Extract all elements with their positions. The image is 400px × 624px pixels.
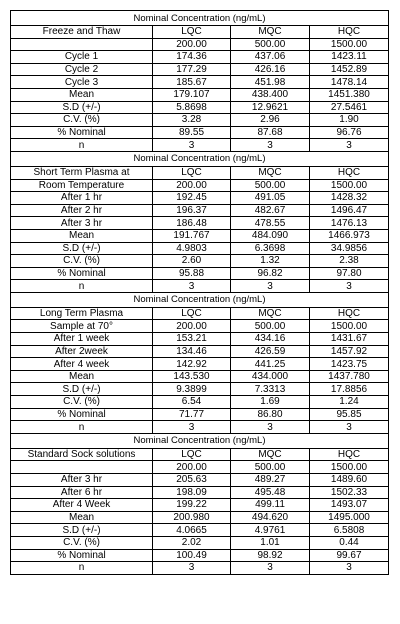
- cell-value: 1500.00: [310, 38, 389, 51]
- cell-value: 174.36: [153, 51, 231, 64]
- cell-value: 95.85: [310, 408, 389, 421]
- cell-value: 6.3698: [231, 242, 310, 255]
- cell-value: 87.68: [231, 126, 310, 139]
- cell-value: 71.77: [153, 408, 231, 421]
- cell-value: 199.22: [153, 499, 231, 512]
- cell-value: 27.5461: [310, 101, 389, 114]
- table-row: [11, 562, 389, 575]
- table-row: [11, 408, 389, 421]
- cell-value: 1457.92: [310, 345, 389, 358]
- cell-value: 3: [153, 562, 231, 575]
- cell-value: 499.11: [231, 499, 310, 512]
- section-header-row: [11, 11, 389, 26]
- cell-value: 1495.000: [310, 511, 389, 524]
- cell-value: 426.16: [231, 63, 310, 76]
- cell-value: 200.00: [153, 461, 231, 474]
- row-label: After 4 week: [11, 358, 153, 371]
- cell-value: 4.9761: [231, 524, 310, 537]
- cell-value: 2.60: [153, 255, 231, 268]
- table-row: [11, 192, 389, 205]
- cell-value: 100.49: [153, 549, 231, 562]
- cell-value: 1.01: [231, 536, 310, 549]
- cell-value: 3.28: [153, 114, 231, 127]
- column-header: HQC: [310, 307, 389, 320]
- table-row: [11, 255, 389, 268]
- row-label: S.D (+/-): [11, 242, 153, 255]
- row-label: n: [11, 421, 153, 434]
- row-label: C.V. (%): [11, 396, 153, 409]
- table-row: [11, 370, 389, 383]
- cell-value: 7.3313: [231, 383, 310, 396]
- row-label: Cycle 2: [11, 63, 153, 76]
- row-label: After 2week: [11, 345, 153, 358]
- table-row: [11, 101, 389, 114]
- row-label: Mean: [11, 370, 153, 383]
- row-label: C.V. (%): [11, 114, 153, 127]
- column-header-row: [11, 307, 389, 320]
- cell-value: 143.530: [153, 370, 231, 383]
- column-header: LQC: [153, 307, 231, 320]
- cell-value: 478.55: [231, 217, 310, 230]
- cell-value: 4.9803: [153, 242, 231, 255]
- row-label: Sample at 70°: [11, 320, 153, 333]
- row-label: Room Temperature: [11, 179, 153, 192]
- cell-value: 1437.780: [310, 370, 389, 383]
- row-label: n: [11, 139, 153, 152]
- row-label: C.V. (%): [11, 255, 153, 268]
- cell-value: 1452.89: [310, 63, 389, 76]
- cell-value: 99.67: [310, 549, 389, 562]
- cell-value: 3: [310, 421, 389, 434]
- row-label: S.D (+/-): [11, 524, 153, 537]
- row-label: Mean: [11, 88, 153, 101]
- cell-value: 500.00: [231, 461, 310, 474]
- column-header: HQC: [310, 448, 389, 461]
- table-row: [11, 396, 389, 409]
- row-label: After 2 hr: [11, 204, 153, 217]
- table-row: [11, 229, 389, 242]
- cell-value: 1451.380: [310, 88, 389, 101]
- column-header: MQC: [231, 26, 310, 39]
- section-title: Short Term Plasma at: [11, 166, 153, 179]
- row-label: Mean: [11, 511, 153, 524]
- cell-value: 1476.13: [310, 217, 389, 230]
- cell-value: 1.90: [310, 114, 389, 127]
- cell-value: 3: [231, 562, 310, 575]
- cell-value: 200.00: [153, 320, 231, 333]
- row-label: Cycle 1: [11, 51, 153, 64]
- table-row: [11, 383, 389, 396]
- table-row: [11, 499, 389, 512]
- column-header-row: [11, 26, 389, 39]
- cell-value: 12.9621: [231, 101, 310, 114]
- cell-value: 153.21: [153, 333, 231, 346]
- cell-value: 97.80: [310, 267, 389, 280]
- cell-value: 205.63: [153, 474, 231, 487]
- cell-value: 200.00: [153, 179, 231, 192]
- table-row: [11, 333, 389, 346]
- cell-value: 1500.00: [310, 179, 389, 192]
- cell-value: 484.090: [231, 229, 310, 242]
- cell-value: 3: [231, 280, 310, 293]
- cell-value: 200.980: [153, 511, 231, 524]
- cell-value: 179.107: [153, 88, 231, 101]
- cell-value: 441.25: [231, 358, 310, 371]
- cell-value: 1428.32: [310, 192, 389, 205]
- cell-value: 3: [153, 280, 231, 293]
- column-header: LQC: [153, 166, 231, 179]
- column-header: MQC: [231, 307, 310, 320]
- row-label: Cycle 3: [11, 76, 153, 89]
- table-row: [11, 76, 389, 89]
- row-label: [11, 461, 153, 474]
- row-label: % Nominal: [11, 408, 153, 421]
- cell-value: 3: [310, 280, 389, 293]
- cell-value: 134.46: [153, 345, 231, 358]
- section-header: Nominal Concentration (ng/mL): [11, 151, 389, 166]
- cell-value: 3: [310, 139, 389, 152]
- table-row: [11, 345, 389, 358]
- cell-value: 1478.14: [310, 76, 389, 89]
- table-row: [11, 126, 389, 139]
- row-label: After 1 hr: [11, 192, 153, 205]
- cell-value: 2.02: [153, 536, 231, 549]
- cell-value: 186.48: [153, 217, 231, 230]
- cell-value: 200.00: [153, 38, 231, 51]
- table-row: [11, 524, 389, 537]
- section-header: Nominal Concentration (ng/mL): [11, 292, 389, 307]
- row-label: % Nominal: [11, 126, 153, 139]
- column-header-row: [11, 448, 389, 461]
- cell-value: 1.69: [231, 396, 310, 409]
- cell-value: 9.3899: [153, 383, 231, 396]
- cell-value: 177.29: [153, 63, 231, 76]
- table-row: [11, 421, 389, 434]
- cell-value: 1423.11: [310, 51, 389, 64]
- table-row: [11, 38, 389, 51]
- cell-value: 196.37: [153, 204, 231, 217]
- cell-value: 1.32: [231, 255, 310, 268]
- table-row: [11, 63, 389, 76]
- table-row: [11, 549, 389, 562]
- cell-value: 185.67: [153, 76, 231, 89]
- column-header-row: [11, 166, 389, 179]
- cell-value: 142.92: [153, 358, 231, 371]
- cell-value: 1423.75: [310, 358, 389, 371]
- cell-value: 3: [231, 139, 310, 152]
- table-row: [11, 320, 389, 333]
- table-row: [11, 204, 389, 217]
- row-label: n: [11, 280, 153, 293]
- cell-value: 1431.67: [310, 333, 389, 346]
- table-row: [11, 486, 389, 499]
- column-header: MQC: [231, 448, 310, 461]
- cell-value: 6.54: [153, 396, 231, 409]
- cell-value: 98.92: [231, 549, 310, 562]
- section-title: Standard Sock solutions: [11, 448, 153, 461]
- section-header: Nominal Concentration (ng/mL): [11, 11, 389, 26]
- cell-value: 95.88: [153, 267, 231, 280]
- column-header: HQC: [310, 26, 389, 39]
- cell-value: 3: [310, 562, 389, 575]
- section-header-row: [11, 433, 389, 448]
- table-row: [11, 536, 389, 549]
- cell-value: 500.00: [231, 179, 310, 192]
- cell-value: 5.8698: [153, 101, 231, 114]
- table-row: [11, 242, 389, 255]
- section-header-row: [11, 151, 389, 166]
- table-row: [11, 511, 389, 524]
- table-body: [11, 11, 389, 575]
- cell-value: 86.80: [231, 408, 310, 421]
- row-label: After 1 week: [11, 333, 153, 346]
- stability-table: [10, 10, 388, 575]
- table-row: [11, 179, 389, 192]
- table-row: [11, 474, 389, 487]
- row-label: S.D (+/-): [11, 101, 153, 114]
- stability-data-table: [10, 10, 389, 575]
- cell-value: 434.16: [231, 333, 310, 346]
- cell-value: 491.05: [231, 192, 310, 205]
- cell-value: 6.5808: [310, 524, 389, 537]
- cell-value: 495.48: [231, 486, 310, 499]
- section-title: Long Term Plasma: [11, 307, 153, 320]
- cell-value: 1489.60: [310, 474, 389, 487]
- cell-value: 3: [231, 421, 310, 434]
- row-label: % Nominal: [11, 549, 153, 562]
- row-label: After 3 hr: [11, 474, 153, 487]
- row-label: S.D (+/-): [11, 383, 153, 396]
- cell-value: 0.44: [310, 536, 389, 549]
- table-row: [11, 217, 389, 230]
- cell-value: 1496.47: [310, 204, 389, 217]
- column-header: HQC: [310, 166, 389, 179]
- cell-value: 426.59: [231, 345, 310, 358]
- row-label: After 6 hr: [11, 486, 153, 499]
- cell-value: 500.00: [231, 320, 310, 333]
- cell-value: 192.45: [153, 192, 231, 205]
- row-label: Mean: [11, 229, 153, 242]
- table-row: [11, 114, 389, 127]
- cell-value: 96.82: [231, 267, 310, 280]
- row-label: After 4 Week: [11, 499, 153, 512]
- table-row: [11, 461, 389, 474]
- column-header: MQC: [231, 166, 310, 179]
- cell-value: 191.767: [153, 229, 231, 242]
- row-label: n: [11, 562, 153, 575]
- table-row: [11, 280, 389, 293]
- cell-value: 500.00: [231, 38, 310, 51]
- cell-value: 1466.973: [310, 229, 389, 242]
- row-label: After 3 hr: [11, 217, 153, 230]
- row-label: [11, 38, 153, 51]
- cell-value: 434.000: [231, 370, 310, 383]
- table-row: [11, 358, 389, 371]
- row-label: C.V. (%): [11, 536, 153, 549]
- cell-value: 451.98: [231, 76, 310, 89]
- cell-value: 1.24: [310, 396, 389, 409]
- column-header: LQC: [153, 448, 231, 461]
- cell-value: 17.8856: [310, 383, 389, 396]
- table-row: [11, 139, 389, 152]
- cell-value: 482.67: [231, 204, 310, 217]
- cell-value: 2.96: [231, 114, 310, 127]
- cell-value: 4.0665: [153, 524, 231, 537]
- row-label: % Nominal: [11, 267, 153, 280]
- section-title: Freeze and Thaw: [11, 26, 153, 39]
- cell-value: 2.38: [310, 255, 389, 268]
- column-header: LQC: [153, 26, 231, 39]
- section-header-row: [11, 292, 389, 307]
- cell-value: 1500.00: [310, 461, 389, 474]
- cell-value: 89.55: [153, 126, 231, 139]
- cell-value: 198.09: [153, 486, 231, 499]
- cell-value: 1500.00: [310, 320, 389, 333]
- cell-value: 34.9856: [310, 242, 389, 255]
- table-row: [11, 51, 389, 64]
- cell-value: 1502.33: [310, 486, 389, 499]
- cell-value: 437.06: [231, 51, 310, 64]
- cell-value: 3: [153, 139, 231, 152]
- cell-value: 1493.07: [310, 499, 389, 512]
- cell-value: 438.400: [231, 88, 310, 101]
- cell-value: 3: [153, 421, 231, 434]
- table-row: [11, 88, 389, 101]
- cell-value: 96.76: [310, 126, 389, 139]
- cell-value: 489.27: [231, 474, 310, 487]
- cell-value: 494.620: [231, 511, 310, 524]
- table-row: [11, 267, 389, 280]
- section-header: Nominal Concentration (ng/mL): [11, 433, 389, 448]
